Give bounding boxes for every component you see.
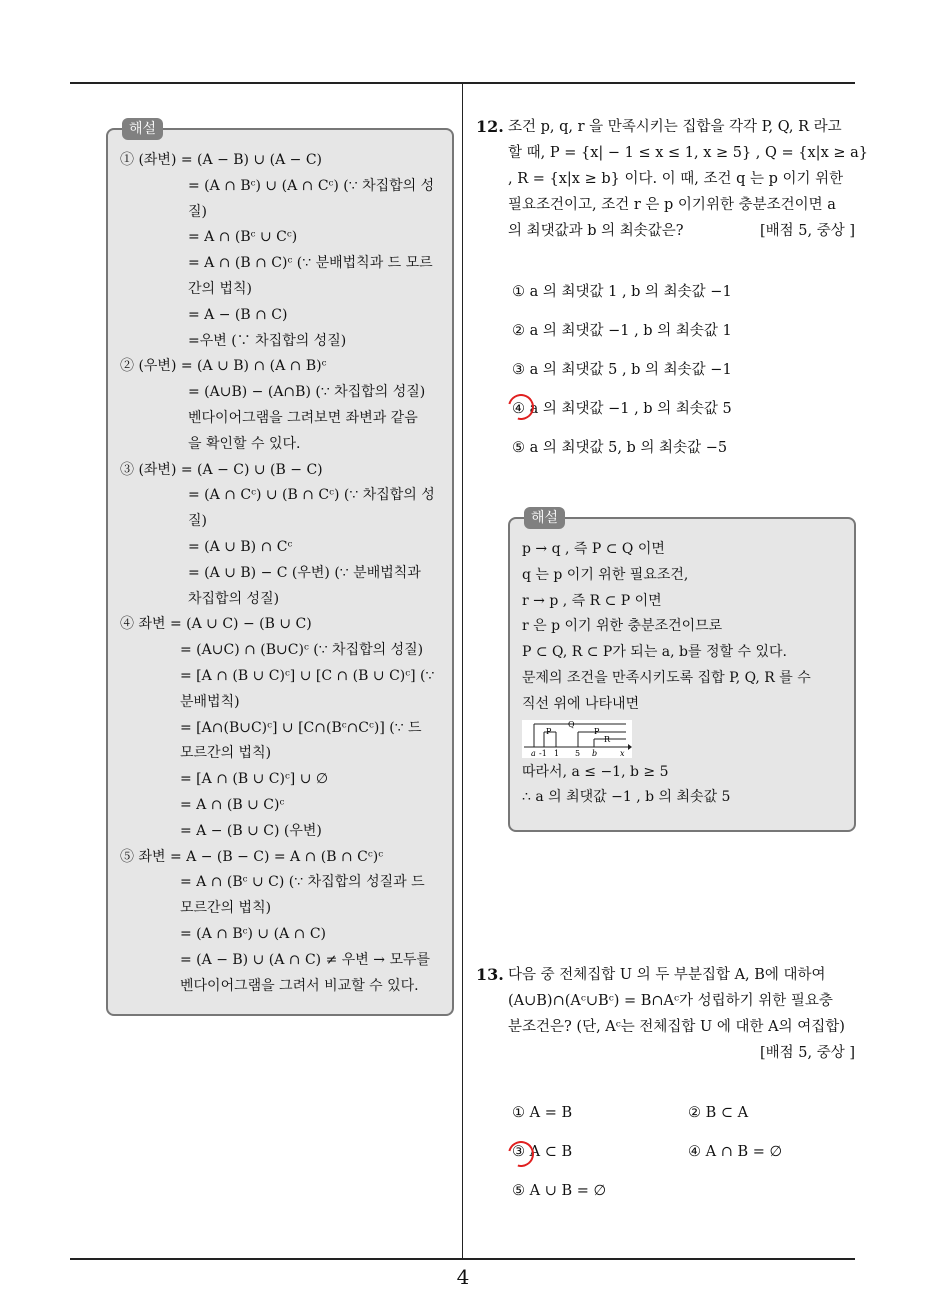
solution-line: ③ (좌변) = (A − C) ∪ (B − C) [120,461,323,478]
solution-line: 직선 위에 나타내면 [522,695,640,712]
question-line: 조건 p, q, r 을 만족시키는 집합을 각각 P, Q, R 라고 [508,119,842,135]
solution-line: = [A∩(B∪C)ᶜ] ∪ [C∩(Bᶜ∩Cᶜ)] (∵ 드 [180,719,422,736]
solution-line: = [A ∩ (B ∪ C)ᶜ] ∪ ∅ [180,771,329,788]
solution-line: = (A∪B) − (A∩B) (∵ 차집합의 성질) [188,384,426,401]
solution-line: p → q , 즉 P ⊂ Q 이면 [522,541,665,557]
solution-line: 분배법칙) [180,693,240,710]
solution-line: P ⊂ Q, R ⊂ P가 되는 a, b를 정할 수 있다. [522,644,787,661]
question-number: 12. [476,117,504,136]
label-r: R [604,734,611,744]
solution-line: = A ∩ (B ∩ C)ᶜ (∵ 분배법칙과 드 모르 [188,255,433,272]
solution-line: ∴ a 의 최댓값 −1 , b 의 최솟값 5 [522,789,731,806]
answer-mark-icon [503,389,539,425]
solution-line: = (A ∩ Bᶜ) ∪ (A ∩ Cᶜ) (∵ 차집합의 성 [188,177,435,194]
tick-label: 5 [575,748,581,758]
q13-choice-3[interactable]: ③ A ⊂ B [512,1144,573,1160]
solution-line: 차집합의 성질) [188,590,280,607]
solution-line: 따라서, a ≤ −1, b ≥ 5 [522,763,669,780]
solution-line: = A ∩ (Bᶜ ∪ C) (∵ 차집합의 성질과 드 [180,874,425,891]
tick-label: x [620,748,625,758]
label-q: Q [568,719,575,729]
question-13 [476,962,861,1066]
question-line: , R = {x|x ≥ b} 이다. 이 때, 조건 q 는 p 이기 위한 [508,171,844,187]
q12-choice-1[interactable]: ① a 의 최댓값 1 , b 의 최솟값 −1 [512,284,732,300]
points-label: [배점 5, 중상 ] [759,223,855,239]
tick-label: 1 [554,748,560,758]
solution-line: = (A ∪ B) − C (우변) (∵ 분배법칙과 [188,564,421,581]
solution-line: = (A ∩ Bᶜ) ∪ (A ∩ C) [180,925,326,942]
question-line: (A∪B)∩(Aᶜ∪Bᶜ) = B∩Aᶜ가 성립하기 위한 필요충 [508,993,833,1009]
solution-box-right [508,510,856,832]
solution-line: 질) [188,203,207,220]
solution-box-left [106,121,454,1016]
bottom-rule [70,1258,855,1260]
number-line-figure [522,720,632,758]
label-p: P [594,726,600,736]
solution-tag: 해설 [524,507,565,529]
solution-lines [120,148,442,999]
page-number: 4 [456,1265,470,1289]
solution-line: = (A∪C) ∩ (B∪C)ᶜ (∵ 차집합의 성질) [180,642,424,659]
solution-line: ⑤ 좌변 = A − (B − C) = A ∩ (B ∩ Cᶜ)ᶜ [120,848,384,865]
solution-line: ① (좌변) = (A − B) ∪ (A − C) [120,152,323,168]
q13-choice-4[interactable]: ④ A ∩ B = ∅ [688,1144,783,1160]
label-p: P [546,726,552,736]
q12-choice-4[interactable]: ④ a 의 최댓값 −1 , b 의 최솟값 5 [512,401,732,417]
question-12 [476,114,868,244]
solution-line: 벤다이어그램을 그려보면 좌변과 같음 [188,409,418,426]
question-line: 분조건은? (단, Aᶜ는 전체집합 U 에 대한 A의 여집합) [508,1019,845,1035]
question-number: 13. [476,965,504,984]
solution-line: 질) [188,513,207,530]
question-line: 의 최댓값과 b 의 최솟값은? [508,223,684,239]
solution-line: = A − (B ∩ C) [188,306,288,323]
solution-line: ④ 좌변 = (A ∪ C) − (B ∪ C) [120,616,312,633]
solution-line: = (A ∩ Cᶜ) ∪ (B ∩ Cᶜ) (∵ 차집합의 성 [188,487,435,504]
q12-choice-2[interactable]: ② a 의 최댓값 −1 , b 의 최솟값 1 [512,323,732,339]
solution-line: q 는 p 이기 위한 필요조건, [522,566,689,583]
solution-line: = A ∩ (B ∪ C)ᶜ [180,796,285,813]
solution-line: 모르간의 법칙) [180,900,272,917]
q12-choice-5[interactable]: ⑤ a 의 최댓값 5, b 의 최솟값 −5 [512,440,728,456]
question-line: 필요조건이고, 조건 r 은 p 이기위한 충분조건이면 a [508,197,836,213]
solution-line: 벤다이어그램을 그려서 비교할 수 있다. [180,977,419,994]
solution-line: r → p , 즉 R ⊂ P 이면 [522,592,662,609]
question-line: 할 때, P = {x| − 1 ≤ x ≤ 1, x ≥ 5} , Q = {x|x ≥ a} [508,145,868,161]
solution-line: = A − (B ∪ C) (우변) [180,822,322,839]
answer-mark-icon [503,1136,539,1172]
solution-line: ② (우변) = (A ∪ B) ∩ (A ∩ B)ᶜ [120,358,327,375]
q12-choice-3[interactable]: ③ a 의 최댓값 5 , b 의 최솟값 −1 [512,362,732,378]
solution-line: 문제의 조건을 만족시키도록 집합 P, Q, R 를 수 [522,669,811,686]
solution-line: =우변 (∵ 차집합의 성질) [188,332,347,349]
q13-choice-5[interactable]: ⑤ A ∪ B = ∅ [512,1183,607,1199]
tick-label: a [531,748,536,758]
solution-tag: 해설 [122,118,163,140]
solution-line: = A ∩ (Bᶜ ∪ Cᶜ) [188,229,298,246]
question-text [508,962,861,1066]
solution-line: = (A ∪ B) ∩ Cᶜ [188,538,293,555]
solution-line: = (A − B) ∪ (A ∩ C) ≠ 우변 → 모두를 [180,951,431,968]
points-label: [배점 5, 중상 ] [759,1045,855,1061]
solution-line: = [A ∩ (B ∪ C)ᶜ] ∪ [C ∩ (B ∪ C)ᶜ] (∵ [180,667,435,684]
q13-choice-2[interactable]: ② B ⊂ A [688,1105,749,1121]
column-divider [462,83,463,1258]
solution-line: 모르간의 법칙) [180,745,272,762]
solution-line: r 은 p 이기 위한 충분조건이므로 [522,618,723,635]
solution-line: 을 확인할 수 있다. [188,435,301,452]
question-line: 다음 중 전체집합 U 의 두 부분집합 A, B에 대하여 [508,967,826,983]
q13-choice-1[interactable]: ① A = B [512,1105,573,1121]
question-line-last [508,218,861,244]
tick-label: b [592,748,598,758]
tick-label: -1 [539,748,547,758]
question-text [508,114,868,244]
solution-line: 간의 법칙) [188,280,253,297]
